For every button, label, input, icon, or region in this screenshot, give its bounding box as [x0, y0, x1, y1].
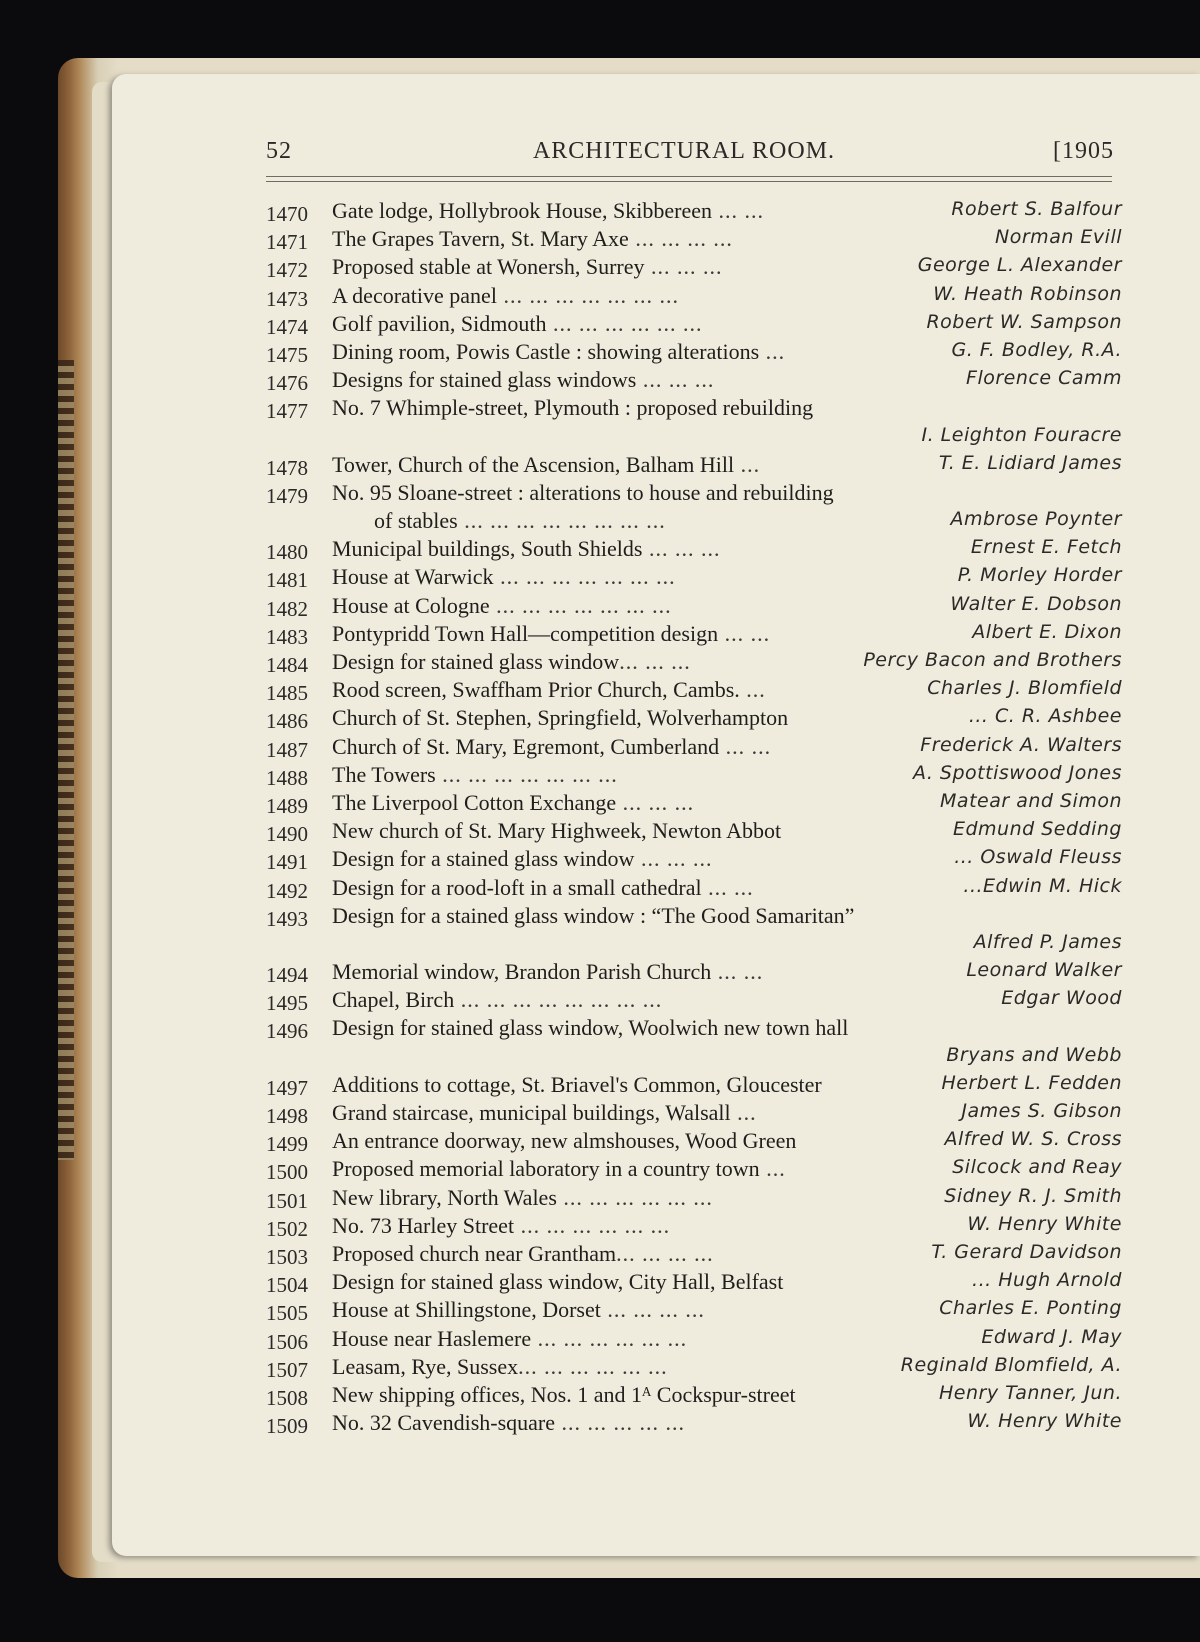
entry-number: 1507 — [266, 1357, 308, 1382]
catalogue-row — [266, 226, 1122, 254]
header-rule-top — [266, 176, 1112, 177]
leader-dots: ... ... — [711, 959, 764, 985]
leader-dots: ... ... ... — [634, 846, 713, 872]
entry-title-text: New shipping offices, Nos. 1 and 1ᴬ Cockspur-street — [332, 1381, 796, 1407]
entry-number: 1475 — [266, 342, 308, 367]
entry-title-text: Design for a rood-loft in a small cathedral — [332, 874, 702, 900]
leader-dots: ... ... ... ... ... ... ... — [489, 592, 672, 618]
entry-title-text: Proposed church near Grantham — [332, 1240, 617, 1266]
entry-architect: G. F. Bodley, R.A. — [951, 338, 1122, 361]
leader-dots: ... ... ... ... ... ... — [556, 1184, 713, 1210]
entry-title — [332, 1015, 1122, 1041]
entry-architect: Robert W. Sampson — [926, 310, 1122, 333]
catalogue-row — [266, 987, 1122, 1015]
catalogue-row — [266, 395, 1122, 423]
leader-dots: ... ... ... ... ... ... — [514, 1212, 671, 1238]
entry-number: 1497 — [266, 1075, 308, 1100]
entry-title-text: Church of St. Mary, Egremont, Cumberland — [332, 733, 720, 759]
catalogue-row — [266, 311, 1122, 339]
catalogue-row — [266, 762, 1122, 790]
book-spine-binding — [58, 360, 74, 1160]
entry-architect: Bryans and Webb — [946, 1043, 1122, 1066]
catalogue-row — [266, 931, 1122, 959]
leader-dots: ... ... ... — [616, 789, 695, 815]
entry-architect: Leonard Walker — [966, 959, 1122, 982]
entry-number: 1498 — [266, 1104, 308, 1128]
catalogue-row — [266, 508, 1122, 536]
entry-title-text: Proposed memorial laboratory in a country town — [332, 1156, 760, 1182]
catalogue-row — [266, 1297, 1122, 1325]
leader-dots: ... ... ... ... ... ... ... ... — [454, 987, 663, 1013]
entry-architect: Frederick A. Walters — [920, 733, 1122, 756]
entry-number: 1477 — [266, 399, 308, 424]
leader-dots: ... — [730, 1100, 757, 1125]
entry-number: 1495 — [266, 991, 308, 1016]
entry-title-text: The Grapes Tavern, St. Mary Axe — [332, 226, 629, 252]
entry-title-text: Additions to cottage, St. Briavel's Common, Gloucester — [332, 1071, 822, 1097]
entry-title-text: No. 32 Cavendish-square — [332, 1410, 556, 1436]
entry-number: 1490 — [266, 822, 308, 847]
entry-architect: Edmund Sedding — [952, 818, 1122, 841]
catalogue-entries — [266, 198, 1122, 1438]
catalogue-row — [266, 1185, 1122, 1213]
entry-number: 1499 — [266, 1132, 308, 1157]
entry-architect: Henry Tanner, Jun. — [938, 1381, 1122, 1404]
entry-number: 1487 — [266, 737, 308, 762]
entry-number: 1484 — [266, 653, 308, 677]
catalogue-row — [266, 536, 1122, 564]
catalogue-row — [266, 254, 1122, 282]
catalogue-row — [266, 818, 1122, 846]
entry-title-text: The Towers — [332, 761, 436, 787]
entry-architect: Silcock and Reay — [952, 1156, 1122, 1179]
entry-number: 1486 — [266, 709, 308, 734]
entry-number: 1483 — [266, 624, 308, 649]
leader-dots: ... — [759, 1156, 786, 1182]
entry-number: 1474 — [266, 314, 308, 339]
entry-title-text: The Liverpool Cotton Exchange — [332, 789, 617, 815]
entry-architect: W. Henry White — [967, 1410, 1122, 1433]
entry-title-text: Gate lodge, Hollybrook House, Skibbereen — [332, 198, 713, 223]
entry-architect: Alfred W. S. Cross — [944, 1128, 1122, 1151]
catalogue-row — [266, 1072, 1122, 1100]
entry-number: 1485 — [266, 681, 308, 706]
entry-title — [332, 480, 1122, 506]
entry-number: 1482 — [266, 596, 308, 621]
catalogue-row — [266, 283, 1122, 311]
entry-number: 1473 — [266, 286, 308, 311]
entry-architect: T. E. Lidiard James — [938, 451, 1122, 474]
entry-title-text: New church of St. Mary Highweek, Newton Abbot — [332, 818, 782, 844]
entry-architect: Walter E. Dobson — [950, 592, 1122, 615]
catalogue-row — [266, 1382, 1122, 1410]
entry-number: 1471 — [266, 230, 308, 255]
entry-architect: Florence Camm — [966, 367, 1122, 390]
entry-title-text: Municipal buildings, South Shields — [332, 536, 643, 562]
leader-dots: ... ... ... ... ... ... — [531, 1325, 688, 1351]
catalogue-row — [266, 1241, 1122, 1269]
page-title: ARCHITECTURAL ROOM. — [532, 138, 836, 164]
entry-number: 1504 — [266, 1273, 308, 1298]
entry-title-text: of stables — [374, 508, 458, 534]
entry-architect: Percy Bacon and Brothers — [863, 649, 1122, 671]
entry-architect: Sidney R. J. Smith — [944, 1184, 1122, 1207]
catalogue-row — [266, 677, 1122, 705]
entry-architect: ... C. R. Ashbee — [968, 705, 1122, 728]
leader-dots: ... ... ... ... ... ... ... — [435, 761, 618, 787]
entry-title-text: A decorative panel — [332, 282, 497, 308]
entry-title-text: Design for a stained glass window — [332, 846, 635, 872]
entry-architect: Edward J. May — [981, 1325, 1122, 1348]
entry-number: 1505 — [266, 1301, 308, 1326]
entry-architect: W. Heath Robinson — [933, 282, 1122, 305]
entry-title-text: Design for stained glass window, City Hall, Belfast — [332, 1269, 784, 1295]
catalogue-row — [266, 564, 1122, 592]
entry-architect: Charles J. Blomfield — [927, 677, 1122, 700]
leader-dots: ... — [734, 451, 761, 477]
leader-dots: ... ... ... ... — [616, 1240, 714, 1266]
entry-title-text: Leasam, Rye, Sussex — [332, 1353, 519, 1379]
entry-title-text: Rood screen, Swaffham Prior Church, Cambs. — [332, 677, 740, 703]
entry-title-text: Design for stained glass window, Woolwich new town hall — [332, 1015, 849, 1041]
entry-number: 1493 — [266, 906, 308, 931]
entry-title-text: Grand staircase, municipal buildings, Walsall — [332, 1100, 731, 1125]
leader-dots: ... ... ... — [644, 254, 723, 280]
leader-dots: ... ... ... — [636, 367, 715, 393]
leader-dots: ... ... ... ... ... ... ... — [493, 564, 676, 590]
entry-number: 1489 — [266, 793, 308, 818]
page-header — [254, 138, 1114, 172]
catalogue-row — [266, 903, 1122, 931]
leader-dots: ... ... ... ... ... ... ... — [496, 282, 679, 308]
entry-number: 1508 — [266, 1385, 308, 1410]
entry-architect: A. Spottiswood Jones — [913, 761, 1122, 784]
leader-dots: ... ... ... ... ... ... — [546, 310, 703, 336]
entry-architect: Herbert L. Fedden — [941, 1071, 1122, 1094]
catalogue-row — [266, 367, 1122, 395]
leader-dots: ... ... — [719, 733, 772, 759]
entry-title-text: Chapel, Birch — [332, 987, 455, 1013]
leader-dots: ... ... — [712, 198, 765, 223]
entry-architect: W. Henry White — [967, 1212, 1122, 1235]
entry-architect: T. Gerard Davidson — [931, 1240, 1122, 1263]
entry-title-text: Design for a stained glass window : “The Good Samaritan” — [332, 902, 855, 928]
catalogue-row — [266, 1354, 1122, 1382]
entry-number: 1480 — [266, 540, 308, 565]
catalogue-row — [266, 875, 1122, 903]
entry-title — [332, 903, 1122, 929]
entry-architect: George L. Alexander — [917, 254, 1122, 277]
leader-dots: ... ... ... — [642, 536, 721, 562]
entry-architect: Ernest E. Fetch — [970, 536, 1122, 559]
catalogue-row — [266, 959, 1122, 987]
entry-title-text: Church of St. Stephen, Springfield, Wolverhampton — [332, 705, 789, 731]
entry-title-text: An entrance doorway, new almshouses, Wood Green — [332, 1128, 797, 1154]
leader-dots: ... ... ... ... — [600, 1297, 705, 1323]
catalogue-row — [266, 846, 1122, 874]
leader-dots: ... ... — [718, 620, 771, 646]
entry-number: 1488 — [266, 765, 308, 790]
catalogue-row — [266, 1326, 1122, 1354]
entry-architect: Edgar Wood — [1001, 987, 1122, 1010]
entry-number: 1503 — [266, 1244, 308, 1269]
header-rule-bottom — [266, 181, 1112, 182]
page-number: 52 — [266, 138, 292, 164]
entry-architect: James S. Gibson — [961, 1100, 1122, 1122]
entry-title-text: House at Shillingstone, Dorset — [332, 1297, 601, 1323]
catalogue-row — [266, 1213, 1122, 1241]
leader-dots: ... ... ... ... — [628, 226, 733, 252]
entry-title-text: No. 7 Whimple-street, Plymouth : proposed rebuilding — [332, 395, 814, 421]
entry-number: 1476 — [266, 371, 308, 396]
leader-dots: ... ... — [701, 874, 754, 900]
entry-title-text: Design for stained glass window — [332, 649, 620, 674]
entry-number: 1509 — [266, 1414, 308, 1439]
entry-number: 1481 — [266, 568, 308, 593]
entry-number: 1470 — [266, 202, 308, 226]
catalogue-row — [266, 790, 1122, 818]
entry-architect: Ambrose Poynter — [950, 508, 1122, 531]
entry-number: 1501 — [266, 1188, 308, 1213]
entry-architect: Robert S. Balfour — [951, 198, 1122, 220]
catalogue-row — [266, 593, 1122, 621]
catalogue-row — [266, 1015, 1122, 1043]
entry-architect: ...Edwin M. Hick — [963, 874, 1122, 897]
leader-dots: ... ... ... ... ... ... ... ... — [457, 508, 666, 534]
entry-number: 1492 — [266, 878, 308, 903]
entry-title-text: No. 95 Sloane-street : alterations to house and rebuilding — [332, 479, 834, 505]
catalogue-row — [266, 339, 1122, 367]
entry-number: 1491 — [266, 850, 308, 875]
entry-title-text: House at Warwick — [332, 564, 494, 590]
leader-dots: ... — [759, 338, 786, 364]
entry-title-text: House at Cologne — [332, 592, 490, 618]
entry-title-text: House near Haslemere — [332, 1325, 532, 1351]
leader-dots: ... ... ... ... ... ... — [518, 1353, 668, 1379]
catalogue-row — [266, 1410, 1122, 1438]
entry-architect: Reginald Blomfield, A. — [900, 1353, 1122, 1376]
catalogue-row — [266, 198, 1122, 226]
entry-number: 1500 — [266, 1160, 308, 1185]
entry-number: 1478 — [266, 455, 308, 480]
entry-title — [332, 395, 1122, 421]
catalogue-row — [266, 649, 1122, 677]
entry-architect: Alfred P. James — [973, 930, 1122, 953]
catalogue-row — [266, 1128, 1122, 1156]
entry-architect: Norman Evill — [995, 226, 1122, 249]
entry-architect: ... Hugh Arnold — [972, 1269, 1122, 1292]
entry-title-text: Proposed stable at Wonersh, Surrey — [332, 254, 645, 280]
entry-number: 1494 — [266, 963, 308, 988]
entry-number: 1502 — [266, 1216, 308, 1241]
entry-title-text: Designs for stained glass windows — [332, 367, 637, 393]
entry-architect: Charles E. Ponting — [939, 1297, 1122, 1320]
entry-architect: I. Leighton Fouracre — [921, 423, 1122, 446]
catalogue-row — [266, 1100, 1122, 1128]
entry-title-text: Dining room, Powis Castle : showing alterations — [332, 338, 760, 364]
entry-architect: Matear and Simon — [940, 789, 1122, 812]
exhibition-year: [1905 — [1053, 138, 1114, 164]
catalogue-row — [266, 1269, 1122, 1297]
entry-title-text: Pontypridd Town Hall—competition design — [332, 620, 719, 646]
entry-architect: ... Oswald Fleuss — [954, 846, 1122, 869]
entry-number: 1496 — [266, 1019, 308, 1044]
entry-number: 1506 — [266, 1329, 308, 1354]
catalogue-row — [266, 1156, 1122, 1184]
catalogue-row — [266, 705, 1122, 733]
entry-number: 1472 — [266, 258, 308, 283]
entry-title-text: Golf pavilion, Sidmouth — [332, 310, 547, 336]
catalogue-row — [266, 424, 1122, 452]
entry-title-text: New library, North Wales — [332, 1184, 557, 1210]
entry-title-text: Memorial window, Brandon Parish Church — [332, 959, 712, 985]
catalogue-row — [266, 734, 1122, 762]
leader-dots: ... ... ... — [619, 649, 691, 674]
entry-number: 1479 — [266, 483, 308, 508]
leader-dots: ... — [739, 677, 766, 703]
entry-architect: Albert E. Dixon — [972, 620, 1122, 643]
entry-title-text: No. 73 Harley Street — [332, 1212, 515, 1238]
entry-architect: P. Morley Horder — [957, 564, 1122, 587]
catalogue-row — [266, 480, 1122, 508]
catalogue-row — [266, 1044, 1122, 1072]
catalogue-row — [266, 621, 1122, 649]
entry-title-text: Tower, Church of the Ascension, Balham Hill — [332, 451, 735, 477]
leader-dots: ... ... ... ... ... — [555, 1410, 686, 1436]
catalogue-row — [266, 452, 1122, 480]
